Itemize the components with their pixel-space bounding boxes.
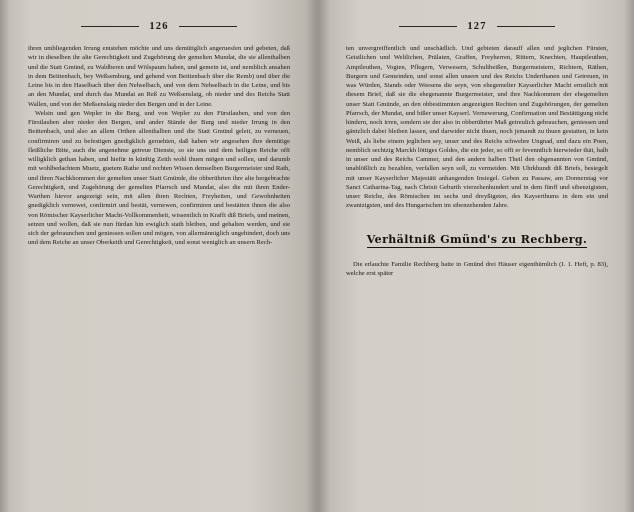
left-page-column — [28, 0, 290, 512]
right-page-folio: 127 — [467, 20, 487, 32]
paragraph: ihren umbliegenden Irrung entstehen möchte und uns demütiglich angeruesfen und gebeten, daß wir in dieselben ihr alte Gerechtigkeit und Zugehörung der gemelten Mundat, die sie allenthalben und die Statt Gmünd, zu Waldberen und Wölspaum haben, und gemein ist, und nemblich ansahen in dem Beittenbach, bey Weßsemburg, und gehend von Beittenbach über die Remb) und über die Leine bis in den Haselbach über den Nehselbach, und von dem Nehselbach in die Leine, und bis an den Mundat, und durch das Mundat an Reß zu Weßsenslaig, ob nieder und des Reichs Statt Wallen, und von der Meßsenslaig nieder den Bergen und in der Leine. — [28, 45, 290, 108]
section-heading-text: Verhältniß Gmünd's zu Rechberg. — [366, 232, 588, 246]
right-page-section-body — [346, 260, 608, 279]
right-page-body — [346, 44, 608, 211]
right-page-column — [346, 0, 608, 512]
section-heading — [346, 233, 608, 248]
left-page-header — [28, 18, 290, 34]
header-rule-left — [399, 26, 457, 27]
right-page-header — [346, 18, 608, 34]
header-rule-right — [179, 26, 237, 27]
paragraph: Welsin und gen Wepler in die Berg, und von Wepler zu den Fürstlauben, und von den Fürstlauben aber nieder den Bergen, und ander Stände der Burg und nieder Irrung in den Beittenbach, und also an allem Orthen allenthalben und die Statt Gmünd geleit, zu verneuen, confirmiren und zu befestigen gnedigklich geruehten, daß haben wir angesehen ihre demütige fleißliche Bitte, auch die angenehme getreue Dienste, so sie uns und dem heiligen Reiche offt willigklich gethan haben, und hiefür in künftig Zeith wohl thuen mögen und sollen, und darumb mit wohlbedachtem Muetz, guetem Rathe und rechten Wissen demselben Burgermeister und Rath, und ihren Nachkhommen der gemelten unser Statt Gmünde, die obberührten ihre alte hergebrachte Gerechtigkeit, und Zugehörung der gemelten Pfarrsch und Mundat, also die mit ihren Ender-Warthen hievor angezeigt sein, mit allen ihren Rechten, Freyheiten, und Gewohnheiten gnedigklich vernewet, confirmirt und bestät, vernewen, confirmiren und bestätten ihnen die also von Römischer Kayserlicher Macht-Vollkommenheit, wissentlich in Krafft diß Briefs, und meinen, setzen und wollen, daß sie nun fürdan hin ewiglich stath bleiben, und gehalten werden, und sie sich der gebraunchen und geniessen sollen und mögen, von allermänniglich ungehindert, doch uns und dem Reiche an unser Oberkeith und Gerechtigkeit, und sonst weniglich an unsern Rech- — [28, 109, 290, 247]
left-page-body — [28, 44, 290, 248]
left-page-folio: 126 — [149, 20, 169, 32]
header-rule-right — [497, 26, 555, 27]
header-rule-left — [81, 26, 139, 27]
paragraph: ten unvergreiffentlich und unschädlich. Und gebieten darauff allen und jeglichen Fürsten, Geistlichen und Weltlichen, Prälaten, Graffen, Freyherren, Rittern, Knechten, Hauptleuthen, Amptleuthen, Vogten, Pflegern, Verwesern, Schultheißen, Burgermeistern, Richtern, Räthen, Burgern und Gemeinden, und sonst allen unsern und des Reichs Underthanen und Getreuen, in was Würden, Stands oder Weesens die seyn, von ehegemelter Kayserlicher Macht ernstlich mit diesem Brief, daß sie die ehegenannte Burgermeister, und ihre Nachkommen der ehegemelten unser Statt Gmünde, an den obbestimmten angezeigten Rechten und Zugehörungen, der gemelten Pfarrsch, der Mundat, und bißer unser Kayserl. Vernewerung, Confirmation und Bestättigung nicht hindern, noch irren, sondern sie der also in obberührter Maß getreulich gebrauchen, geniessen und gäntzlich dabei bleiben lassen, und darwider nicht thuen, noch jemandt zu thuen gestatten, in kein Weiß, als liebe einem jeglichen sey, unser und des Reichs schwehre Ungnad, und dazu ein Poen, nemblich sechtzig Marckh löttiges Goldes, die ein jeder, so offt er fevenntlich hierwieder thät, halb in unser und des Reichs Cammer, und den andern halben Theil den obgenannten von Gmünd, unablößlich zu bezahlen, verfallen seyn soll, zu vermeiden. Mit Uhrkhundt diß Briefs, besiegelt mit unser Kayserlicher Majestätt anhangenden Insiegel. Geben zu Passaw, am Donnerstag vor Sanct Catharina-Tag, nach Christi Geburth vierzehenhundert und in dem fünff und sibenzigisten, unser Reiche, des Römischen im sechs und dreyßigsten, des Kayserthums in dem ein und zwantzigsten, und des Hungarischen im sibenzehenden Jahre. — [346, 45, 608, 210]
paragraph: Die erlauchte Familie Rechberg hatte in Gmünd drei Häuser eigenthümlich (I. 1. Heft, p. 83), welche erst später — [346, 260, 608, 277]
